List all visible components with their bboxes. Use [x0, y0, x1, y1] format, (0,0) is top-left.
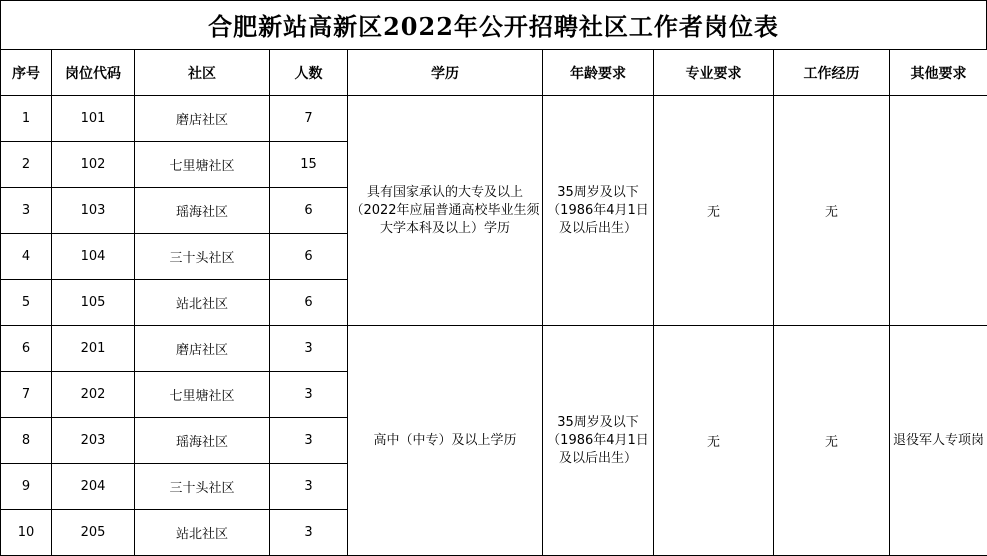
header-cell: 其他要求 — [890, 50, 987, 96]
position-code: 203 — [52, 418, 135, 464]
header-cell: 社区 — [135, 50, 270, 96]
major-requirement: 无 — [654, 96, 774, 326]
position-code: 103 — [52, 188, 135, 234]
position-code: 102 — [52, 142, 135, 188]
community-name: 站北社区 — [135, 510, 270, 556]
experience-requirement: 无 — [774, 96, 890, 326]
header-cell: 序号 — [1, 50, 52, 96]
community-name: 瑶海社区 — [135, 418, 270, 464]
community-name: 七里塘社区 — [135, 142, 270, 188]
headcount: 3 — [270, 418, 348, 464]
position-code: 101 — [52, 96, 135, 142]
row-number: 6 — [1, 326, 52, 372]
headcount: 15 — [270, 142, 348, 188]
header-cell: 人数 — [270, 50, 348, 96]
headcount: 7 — [270, 96, 348, 142]
header-cell: 岗位代码 — [52, 50, 135, 96]
headcount: 6 — [270, 234, 348, 280]
community-name: 磨店社区 — [135, 96, 270, 142]
positions-table — [0, 49, 987, 556]
experience-requirement: 无 — [774, 326, 890, 556]
headcount: 3 — [270, 372, 348, 418]
row-number: 9 — [1, 464, 52, 510]
table-title: 合肥新站高新区2022年公开招聘社区工作者岗位表 — [0, 0, 987, 49]
headcount: 3 — [270, 464, 348, 510]
position-code: 201 — [52, 326, 135, 372]
header-cell: 工作经历 — [774, 50, 890, 96]
headcount: 6 — [270, 280, 348, 326]
community-name: 七里塘社区 — [135, 372, 270, 418]
major-requirement: 无 — [654, 326, 774, 556]
header-cell: 专业要求 — [654, 50, 774, 96]
community-name: 站北社区 — [135, 280, 270, 326]
row-number: 2 — [1, 142, 52, 188]
position-code: 204 — [52, 464, 135, 510]
headcount: 3 — [270, 510, 348, 556]
other-requirement — [890, 96, 987, 326]
row-number: 4 — [1, 234, 52, 280]
header-cell: 学历 — [348, 50, 543, 96]
row-number: 3 — [1, 188, 52, 234]
row-number: 10 — [1, 510, 52, 556]
row-number: 5 — [1, 280, 52, 326]
position-code: 104 — [52, 234, 135, 280]
table-row — [1, 96, 987, 142]
community-name: 三十头社区 — [135, 464, 270, 510]
row-number: 8 — [1, 418, 52, 464]
position-code: 202 — [52, 372, 135, 418]
community-name: 瑶海社区 — [135, 188, 270, 234]
position-code: 105 — [52, 280, 135, 326]
row-number: 1 — [1, 96, 52, 142]
position-code: 205 — [52, 510, 135, 556]
header-row — [1, 50, 987, 96]
headcount: 3 — [270, 326, 348, 372]
row-number: 7 — [1, 372, 52, 418]
education-requirement: 高中（中专）及以上学历 — [348, 326, 543, 556]
other-requirement: 退役军人专项岗 — [890, 326, 987, 556]
age-requirement: 35周岁及以下（1986年4月1日及以后出生） — [543, 326, 654, 556]
community-name: 磨店社区 — [135, 326, 270, 372]
table-row — [1, 326, 987, 372]
headcount: 6 — [270, 188, 348, 234]
age-requirement: 35周岁及以下（1986年4月1日及以后出生） — [543, 96, 654, 326]
header-cell: 年龄要求 — [543, 50, 654, 96]
community-name: 三十头社区 — [135, 234, 270, 280]
education-requirement: 具有国家承认的大专及以上（2022年应届普通高校毕业生须大学本科及以上）学历 — [348, 96, 543, 326]
